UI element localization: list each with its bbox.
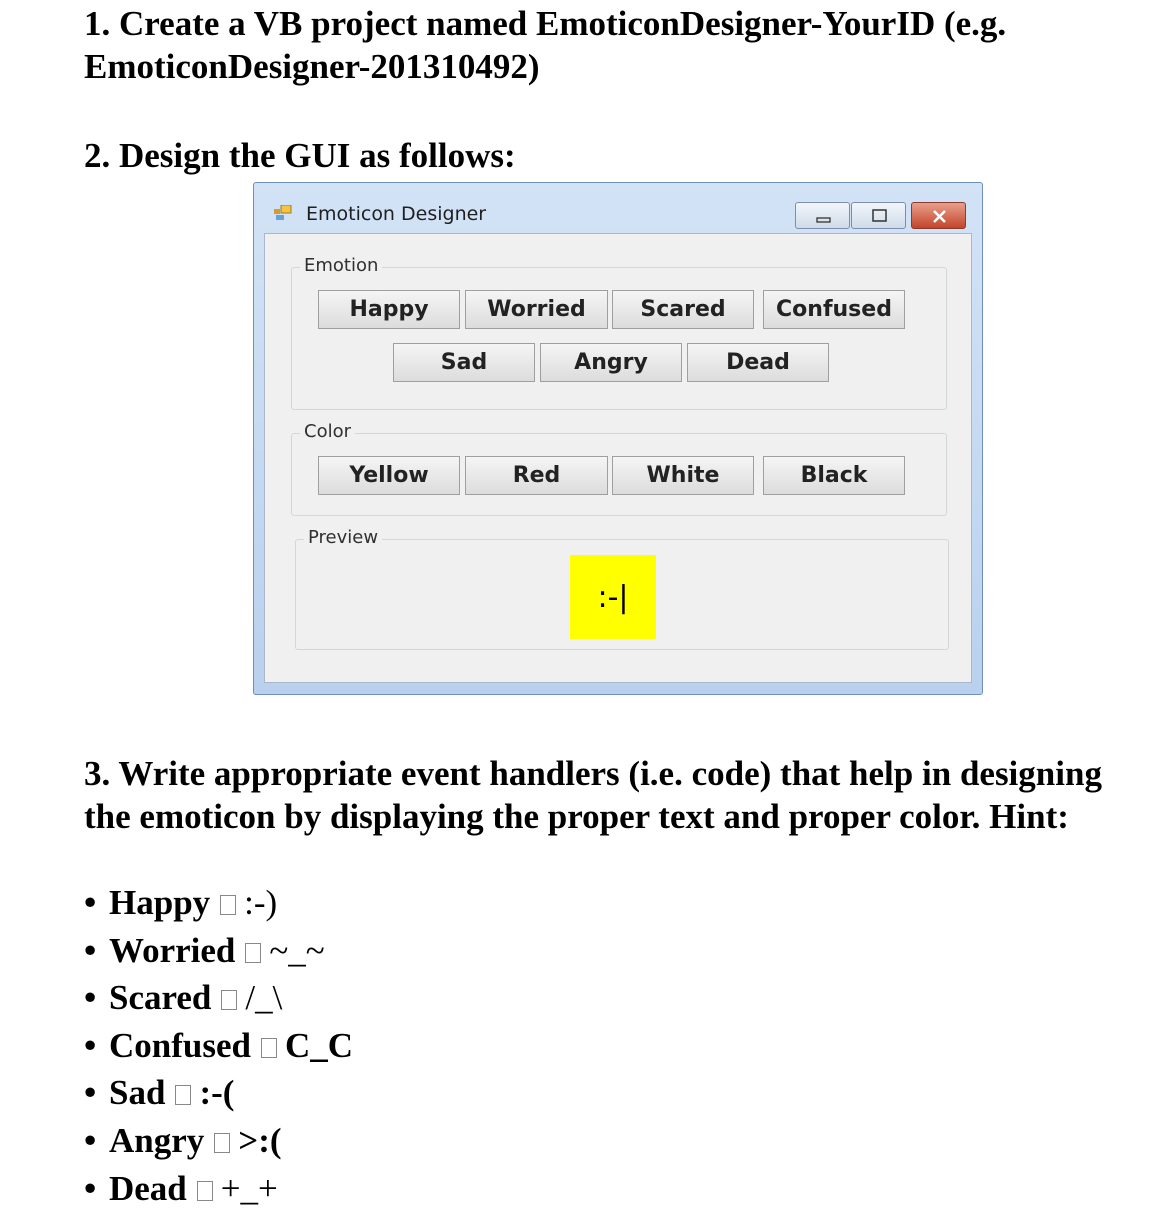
sad-button[interactable]: Sad	[393, 343, 535, 382]
missing-glyph-icon	[214, 1133, 230, 1153]
dead-button[interactable]: Dead	[687, 343, 829, 382]
hint-item-sad: • Sad :-(	[84, 1073, 235, 1113]
confused-button[interactable]: Confused	[763, 290, 905, 329]
step-2-text: 2. Design the GUI as follows:	[84, 136, 516, 175]
hint-item-angry: • Angry >:(	[84, 1120, 282, 1160]
hint-emoticon: :-)	[244, 883, 278, 922]
step-3-text: 3. Write appropriate event handlers (i.e. code) that help in designing the emoticon by displaying the proper text and proper color. Hint:	[84, 754, 1102, 836]
preview-label: :-|	[570, 555, 656, 639]
hint-emoticon: /_\	[245, 978, 283, 1018]
color-groupbox	[291, 421, 947, 516]
hint-item-scared: • Scared /_\	[84, 978, 283, 1018]
hint-item-confused: • Confused C_C	[84, 1025, 354, 1065]
happy-button[interactable]: Happy	[318, 290, 460, 329]
preview-groupbox	[295, 527, 949, 650]
hint-item-dead: • Dead +_+	[84, 1168, 278, 1208]
missing-glyph-icon	[220, 895, 236, 915]
missing-glyph-icon	[175, 1085, 191, 1105]
form-client-area	[264, 233, 972, 683]
hint-emoticon: >:(	[238, 1120, 282, 1160]
emotion-group-label: Emotion	[300, 255, 382, 276]
color-group-label: Color	[300, 421, 355, 442]
hint-emoticon: C_C	[284, 1025, 354, 1065]
maximize-button[interactable]	[851, 202, 906, 229]
window-title: Emoticon Designer	[306, 203, 487, 225]
yellow-button[interactable]: Yellow	[318, 456, 460, 495]
hint-emoticon: :-(	[199, 1073, 235, 1113]
scared-button[interactable]: Scared	[612, 290, 754, 329]
hint-emoticon: +_+	[220, 1168, 278, 1208]
missing-glyph-icon	[221, 990, 237, 1010]
preview-group-label: Preview	[304, 527, 382, 548]
close-button[interactable]	[911, 202, 966, 229]
missing-glyph-icon	[261, 1038, 277, 1058]
hint-name: Scared	[109, 978, 212, 1018]
hint-name: Dead	[109, 1168, 187, 1208]
hint-emoticon: ~_~	[269, 930, 325, 970]
hint-item-happy: • Happy :-)	[84, 883, 278, 922]
hint-name: Angry	[109, 1120, 205, 1160]
black-button[interactable]: Black	[763, 456, 905, 495]
hint-item-worried: • Worried ~_~	[84, 930, 325, 970]
angry-button[interactable]: Angry	[540, 343, 682, 382]
red-button[interactable]: Red	[465, 456, 608, 495]
hint-list	[84, 879, 353, 1212]
step-1-text: 1. Create a VB project named EmoticonDesigner-YourID (e.g. EmoticonDesigner-201310492)	[84, 4, 1007, 86]
hint-name: Happy	[109, 883, 211, 922]
app-icon	[274, 205, 292, 221]
hint-name: Sad	[109, 1073, 166, 1113]
white-button[interactable]: White	[612, 456, 754, 495]
worried-button[interactable]: Worried	[465, 290, 608, 329]
minimize-button[interactable]	[795, 202, 850, 229]
emotion-groupbox	[291, 255, 947, 410]
hint-name: Confused	[109, 1025, 251, 1065]
emoticon-designer-window	[253, 182, 983, 695]
missing-glyph-icon	[197, 1181, 213, 1201]
missing-glyph-icon	[245, 943, 261, 963]
hint-name: Worried	[109, 930, 236, 970]
